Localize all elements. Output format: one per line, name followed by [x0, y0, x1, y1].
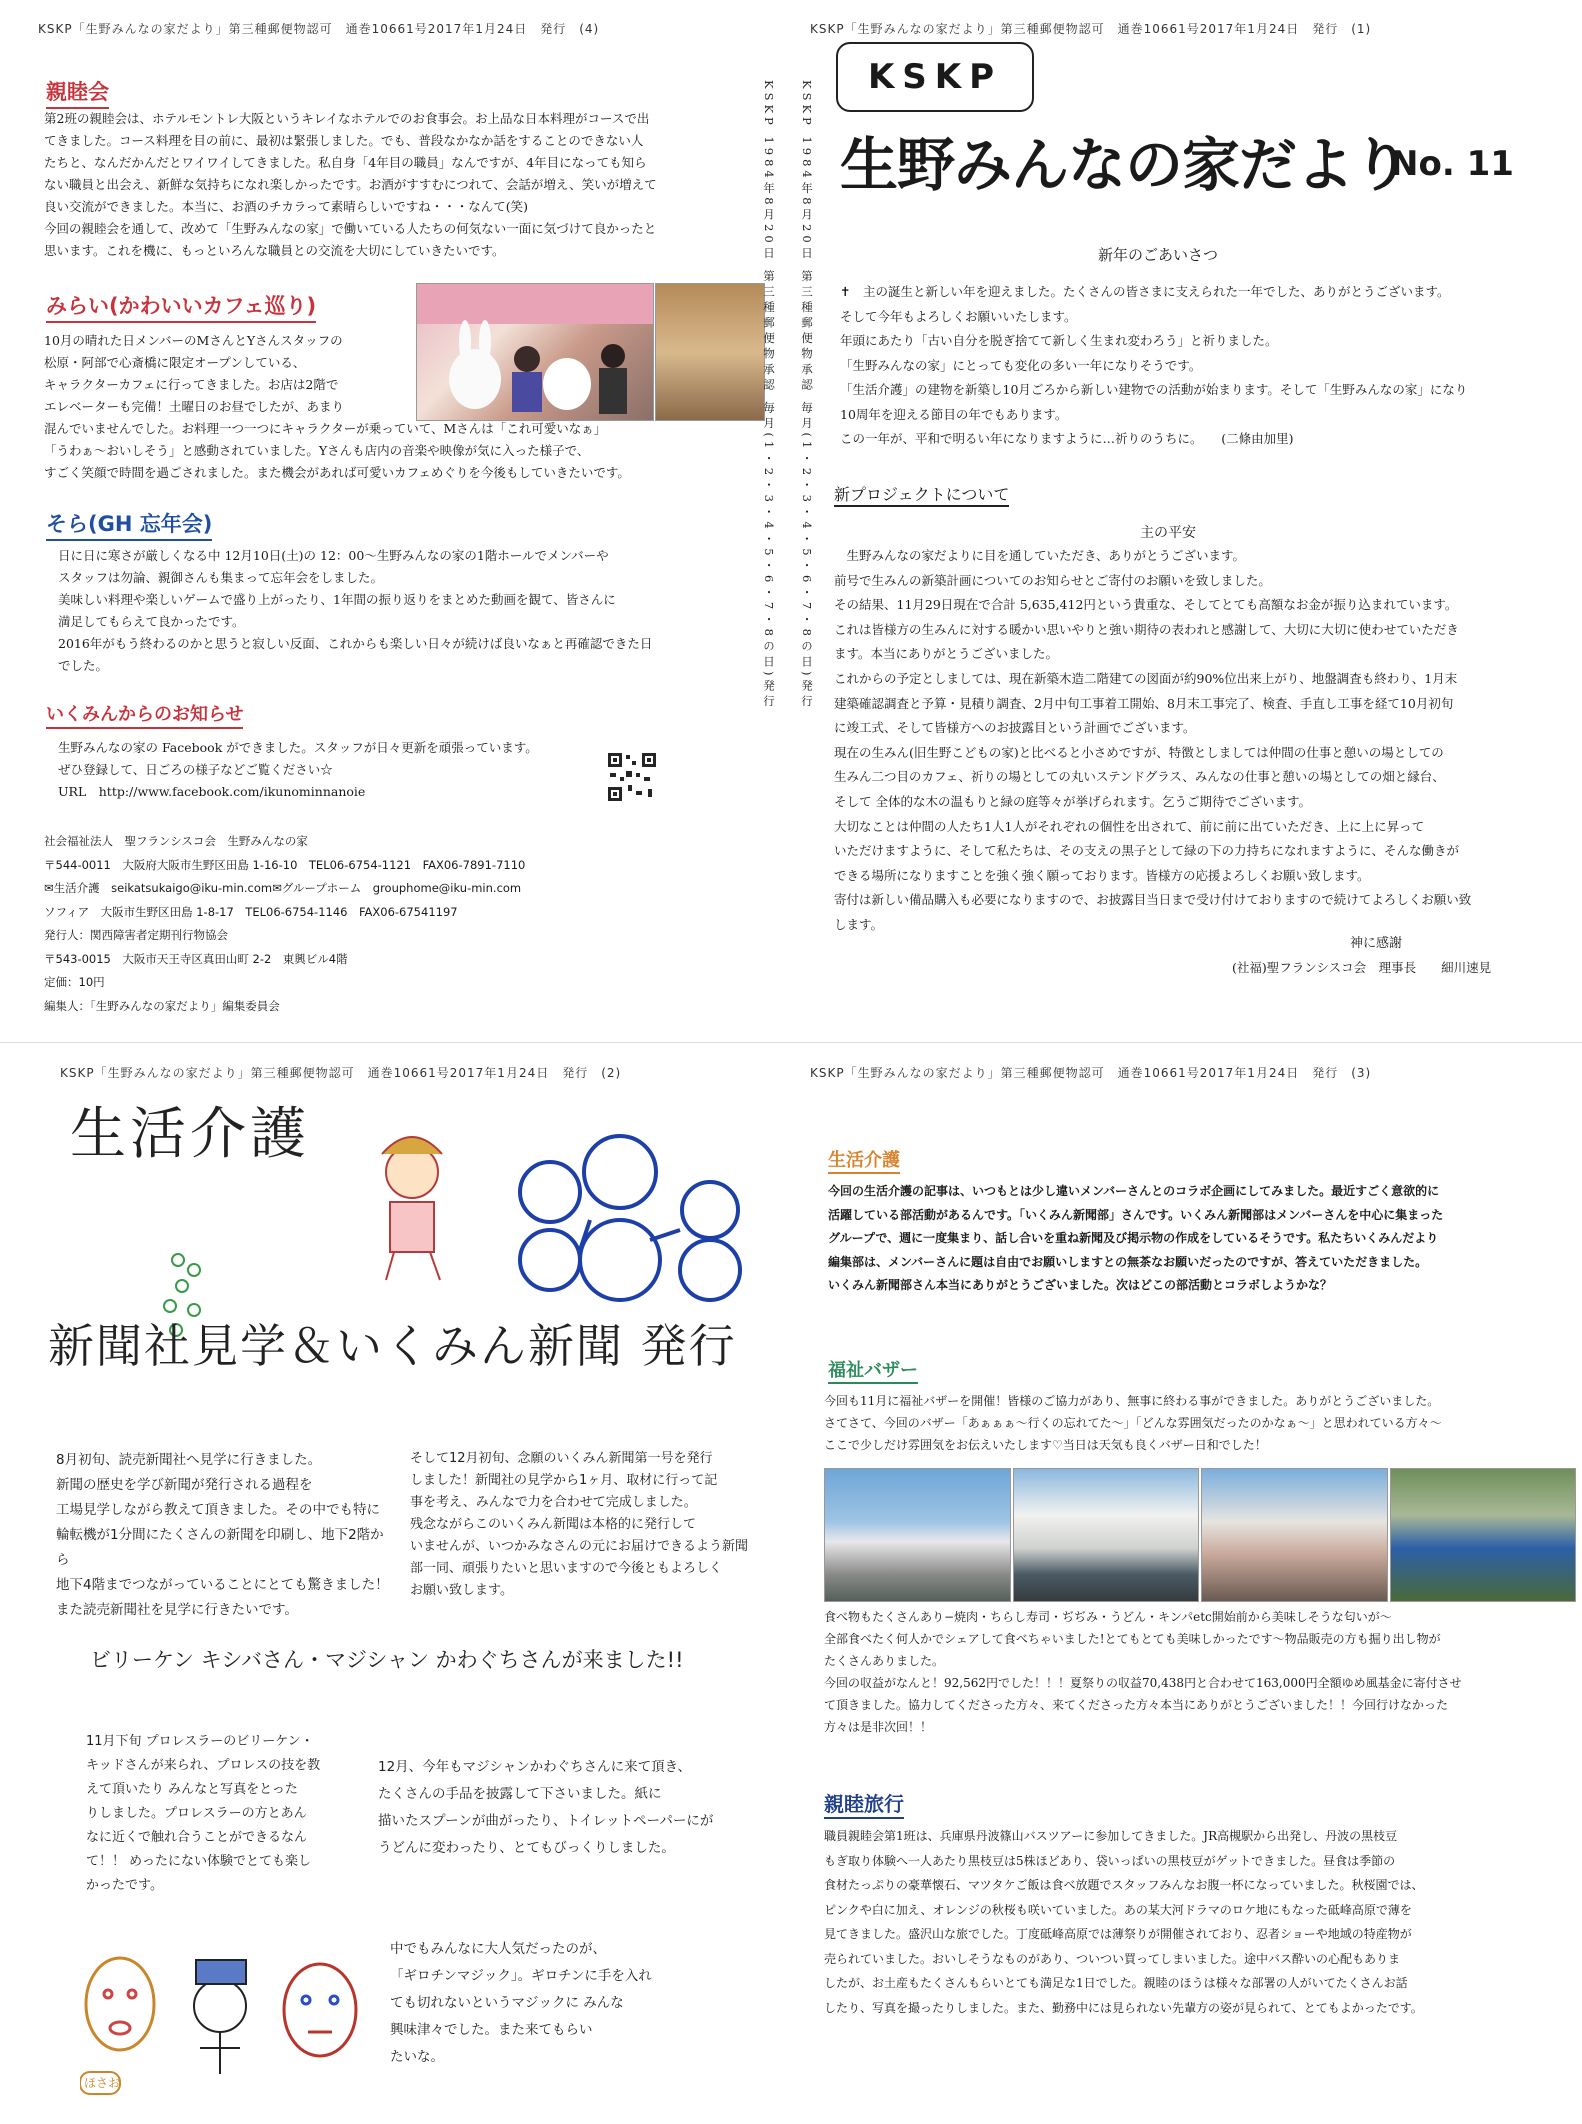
- handwritten-note-1: 8月初旬、読売新聞社へ見学に行きました。 新聞の歴史を学び新聞が発行される過程を 工場見学しながら教えて頂きました。その中でも特に 輪転機が1分間にたくさんの新聞を印刷し、地下2階から 地下4階までつながっていることにとても驚きました！ また読売新聞社を見学に行きたいです。: [56, 1452, 389, 1618]
- page-4: [0, 0, 780, 1040]
- section-title-seikatsu: 生活介護: [828, 1146, 900, 1174]
- section-body-mirai-a: 10月の晴れた日メンバーのMさんとYさんスタッフの 松原・阿部で心斎橋に限定オープンしている、 キャラクターカフェに行ってきました。お店は2階で エレベーターも完備！土曜日のお昼でしたが、あまり: [44, 333, 345, 414]
- section-body-bazaar-a: 今回も11月に福祉バザーを開催！皆様のご協力があり、無事に終わる事ができました。ありがとうございました。 さてさて、今回のバザー「あぁぁぁ〜行くの忘れてた〜」「どんな雰囲気だったのかなぁ〜」と思われている方々〜 ここで少しだけ雰囲気をお伝えいたします♡当日は天気も良くバザー日和でした！: [824, 1394, 1442, 1452]
- greeting-title: 新年のごあいさつ: [1098, 246, 1219, 264]
- newsletter-title: 生野みんなの家だより: [840, 131, 1411, 199]
- qr-code-art: [606, 751, 658, 803]
- page-2: [0, 1050, 790, 2124]
- issue-number: No. 11: [1390, 144, 1514, 184]
- section-title-shinbokukai: 親睦会: [46, 76, 109, 109]
- vertical-imprint-left: KSKP 1984年8月20日 第三種郵便物承認 毎月(1・2・3・4・5・6・7・8の日)発行: [762, 80, 776, 711]
- handwritten-note-5: 中でもみんなに大人気だったのが、 「ギロチンマジック」。ギロチンに手を入れ ても切れないというマジックに みんな 興味津々でした。また来てもらい たいな。: [390, 1941, 652, 2065]
- bazaar-photo-1: [824, 1468, 1011, 1602]
- project-signoff: 神に感謝: [1350, 936, 1403, 951]
- face-icon: [86, 1958, 154, 2050]
- center-divider: [0, 1042, 1582, 1043]
- section-body-travel: 職員親睦会第1班は、兵庫県丹波篠山バスツアーに参加してきました。JR高槻駅から出発し、丹波の黒枝豆 もぎ取り体験へ一人あたり黒枝豆は5株ほどあり、袋いっぱいの黒枝豆がゲットできました。昼食は季節の 食材たっぷりの豪華懐石、マツタケご飯は食べ放題でスタッフみんなお腹一杯になっていました。秋桜園では、 ピンクや白に加え、オレンジの秋桜も咲いていました。あの某大河ドラマのロケ地にもなった砥峰高原で薄を 見てきました。盛沢山な旅でした。丁度砥峰高原では薄祭りが開催されており、忍者ショーや地域の特産物が 売られていました。おいしそうなものがあり、ついつい買ってしまいました。途中バス酔いの心配もありま したが、お土産もたくさんもらいとても満足な1日でした。親睦のほうは様々な部署の人がいてたくさんお話 したり、写真を撮ったりしました。また、勤務中には見られない先輩方の姿が見られて、とてもよかったです。: [824, 1829, 1424, 2015]
- section-body-oshirase: 生野みんなの家の Facebook ができました。スタッフが日々更新を頑張っています。 ぜひ登録して、日ごろの様子などご覧ください☆ URL http://www.facebook.com/ikunominnanoie: [58, 740, 538, 799]
- publisher-footer: 社会福祉法人 聖フランシスコ会 生野みんなの家 〒544-0011 大阪府大阪市生野区田島 1-16-10 TEL06-6754-1121 FAX06-7891-7110 ✉生活介護 seikatsukaigo@iku-min.com✉グループホーム grouphome@iku-min.com ソフィア 大阪市生野区田島 1-8-17 TEL06-6754-1146 FAX06-67541197 発行人：関西障害者定期刊行物協会 〒543-0015 大阪市天王寺区真田山町 2-2 東興ビル4階 定価：10円 編集人：「生野みんなの家だより」編集委員会: [44, 834, 526, 1013]
- project-title: 新プロジェクトについて: [834, 482, 1009, 507]
- bazaar-photo-4: [1390, 1468, 1577, 1602]
- cafe-photo: [416, 283, 654, 421]
- handwritten-title-shinbunsha: 新聞社見学＆いくみん新聞 発行: [48, 1319, 737, 1373]
- section-body-bazaar-b: 食べ物もたくさんあり−焼肉・ちらし寿司・ぢぢみ・うどん・キンパetc開始前から美味しそうな匂いが〜 全部食べたく何人かでシェアして食べちゃいました!とてもとても美味しかったです〜物品販売の方も掘り出し物が たくさんありました。 今回の収益がなんと！92,562円でした！！！夏祭りの収益70,438円と合わせて163,000円全額ゆめ風基金に寄付させ て頂きました。協力してくださった方々、来てくださった方々本当にありがとうございました！！今回行けなかった 方々は是非次回！！: [824, 1610, 1462, 1734]
- face-icon: [284, 1964, 356, 2056]
- bazaar-photo-3: [1201, 1468, 1388, 1602]
- handwritten-note-4: 12月、今年もマジシャンかわぐちさんに来て頂き、 たくさんの手品を披露して下さいました。紙に 描いたスプーンが曲がったり、トイレットペーパーにが うどんに変わったり、とてもびっくりしました。: [378, 1759, 714, 1856]
- vertical-imprint-right: KSKP 1984年8月20日 第三種郵便物承認 毎月(1・2・3・4・5・6・7・8の日)発行: [800, 80, 814, 711]
- handwritten-title-seikatsu: 生活介護: [70, 1102, 310, 1167]
- bazaar-photo-2: [1013, 1468, 1200, 1602]
- page-header: KSKP「生野みんなの家だより」第三種郵便物認可 通巻10661号2017年1月24日 発行 (1): [810, 22, 1372, 36]
- section-body-seikatsu: 今回の生活介護の記事は、いつもとは少し違いメンバーさんとのコラボ企画にしてみました。最近すごく意欲的に 活躍している部活動があるんです。「いくみん新聞部」さんです。いくみん新聞部はメンバーさんを中心に集まった グループで、週に一度集まり、話し合いを重ね新聞及び掲示物の作成をしているそうです。私たちいくみんだより 編集部は、メンバーさんに題は自由でお願いしますとの無茶なお願いだったのですが、答えていただきました。 いくみん新聞部さん本当にありがとうございました。次はどこの部活動とコラボしようかな？: [828, 1184, 1444, 1292]
- page-3: [810, 1050, 1582, 2124]
- boy-icon: [194, 1960, 246, 2074]
- kskp-logo-text: KSKP: [867, 57, 1003, 97]
- greeting-body: ✝ 主の誕生と新しい年を迎えました。たくさんの皆さまに支えられた一年でした、ありがとうございます。 そして今年もよろしくお願いいたします。 年頭にあたり「古い自分を脱ぎ捨てて新しく生まれ変わろう」と祈りました。 「生野みんなの家」にとっても変化の多い一年になりそうです。 「生活介護」の建物を新築し10月ごろから新しい建物での活動が始まります。そして「生野みんなの家」になり 10周年を迎える節目の年でもあります。 この一年が、平和で明るい年になりますように…祈りのうちに。 (二條由加里): [840, 284, 1468, 446]
- section-title-sora: そら(GH 忘年会): [46, 508, 212, 541]
- project-body: 生野みんなの家だよりに目を通していただき、ありがとうございます。 前号で生みんの新築計画についてのお知らせとご寄付のお願いを致しました。 その結果、11月29日現在で合計 5,635,412円という貴重な、そしてとても高額なお金が振り込まれています。 これは皆様方の生みんに対する暖かい思いやりと強い期待の表われと感謝して、大切に大切に使わせていただき ます。本当にありがとうございました。 これからの予定としましては、現在新築木造二階建ての図面が約90%位出来上がり、地盤調査も終わり、1月末 建築確認調査と予算・見積り調査、2月中旬工事着工開始、8月末工事完了、検査、手直し工事を経て10月初旬 に竣工式、そして皆様方へのお披露目という計画でございます。 現在の生みん(旧生野こどもの家)と比べると小さめですが、特徴としましては仲間の仕事と憩いの場としての 生みん二つ目のカフェ、祈りの場としての丸いステンドグラス、みんなの仕事と憩いの場としての畑と縁台、 そして 全体的な木の温もりと緑の庭等々が挙げられます。乞うご期待でございます。 大切なことは仲間の人たち1人1人がそれぞれの個性を出されて、前に前に出ていただき、上に上に昇って いただけますように、そして私たちは、その支えの黒子として緑の下の力持ちになれますように、そんな働きが できる場所になりますことを強く強く願っております。皆様方の応援よろしくお願い致します。 寄付は新しい備品購入も必要になりますので、お披露目当日まで受け付けておりますので続けてよろしくお願い致 します。: [834, 548, 1472, 932]
- cafe-photo-2: [655, 283, 765, 421]
- project-subtitle: 主の平安: [1140, 525, 1196, 541]
- page-1: [810, 0, 1582, 1040]
- qr-code-icon: [606, 751, 658, 803]
- section-body-mirai-b: 混んでいませんでした。お料理一つ一つにキャラクターが乗っていて、Mさんは「これ可愛いなぁ」 「うわぁ〜おいしそう」と感動されていました。Yさんも店内の音楽や映像が気に入った様子で、 すごく笑顔で時間を過ごされました。また機会があれば可愛いカフェめぐりを今後もしていきたいです。: [44, 421, 630, 480]
- section-title-mirai: みらい(かわいいカフェ巡り): [46, 290, 316, 323]
- handwritten-title-guests: ビリーケン キシバさん・マジシャン かわぐちさんが来ました!!: [90, 1648, 684, 1672]
- page-header: KSKP「生野みんなの家だより」第三種郵便物認可 通巻10661号2017年1月24日 発行 (2): [60, 1066, 622, 1080]
- section-title-bazaar: 福祉バザー: [828, 1356, 918, 1384]
- handwritten-note-3: 11月下旬 プロレスラーのビリーケン・ キッドさんが来られ、プロレスの技を教 えて頂いたり みんなと写真をとった りしました。プロレスラーの方とあん なに近くで触れ合うことができるなん て！！ めったにない体験でとても楽し かったです。: [86, 1734, 321, 1893]
- bazaar-photo-strip: [824, 1468, 1576, 1602]
- monkey-icon: [520, 1136, 740, 1300]
- page-header: KSKP「生野みんなの家だより」第三種郵便物認可 通巻10661号2017年1月24日 発行 (3): [810, 1066, 1372, 1080]
- section-title-travel: 親睦旅行: [824, 1788, 904, 1819]
- faces-illustration: [80, 1924, 380, 2114]
- project-signature: (社福)聖フランシスコ会 理事長 細川速見: [1232, 960, 1492, 975]
- section-body-sora: 日に日に寒さが厳しくなる中 12月10日(土)の 12：00〜生野みんなの家の1階ホールでメンバーや スタッフは勿論、親御さんも集まって忘年会をしました。 美味しい料理や楽しいゲームで盛り上がったり、1年間の振り返りをまとめた動画を観て、皆さんに 満足してもらえて良かったです。 2016年がもう終わるのかと思うと寂しい反面、これからも楽しい日々が続けば良いなぁと再確認できた日 でした。: [58, 548, 653, 673]
- name-tag-label: ほさお: [84, 2076, 121, 2090]
- section-title-oshirase: いくみんからのお知らせ: [46, 700, 243, 729]
- section-body-shinbokukai: 第2班の親睦会は、ホテルモントレ大阪というキレイなホテルでのお食事会。お上品な日本料理がコースで出 てきました。コース料理を目の前に、最初は緊張しました。でも、普段なかなか話をすることのできない人 たちと、なんだかんだとワイワイしてきました。私自身「4年目の職員」なんですが、4年目になっても知ら ない職員と出会え、新鮮な気持ちになれ楽しかったです。お酒がすすむにつれて、会話が増え、笑いが増えて 良い交流ができました。本当に、お酒のチカラって素晴らしいですね・・・なんて(笑) 今回の親睦会を通して、改めて「生野みんなの家」で働いている人たちの何気ない一面に気づけて良かったと 思います。これを機に、もっといろんな職員との交流を大切にしていきたいです。: [44, 111, 657, 258]
- character-girl-icon: [382, 1137, 442, 1280]
- cafe-photo-art: [417, 284, 653, 420]
- page-header: KSKP「生野みんなの家だより」第三種郵便物認可 通巻10661号2017年1月24日 発行 (4): [38, 22, 600, 36]
- kskp-logo: [836, 42, 1034, 112]
- handwritten-note-2: そして12月初旬、念願のいくみん新聞第一号を発行 しました！新聞社の見学から1ヶ月、取材に行って記 事を考え、みんなで力を合わせて完成しました。 残念ながらこのいくみん新聞は本格的に発行して いませんが、いつかみなさんの元にお届けできるよう新聞 部一同、頑張りたいと思いますので今後ともよろしく お願い致します。: [410, 1451, 749, 1598]
